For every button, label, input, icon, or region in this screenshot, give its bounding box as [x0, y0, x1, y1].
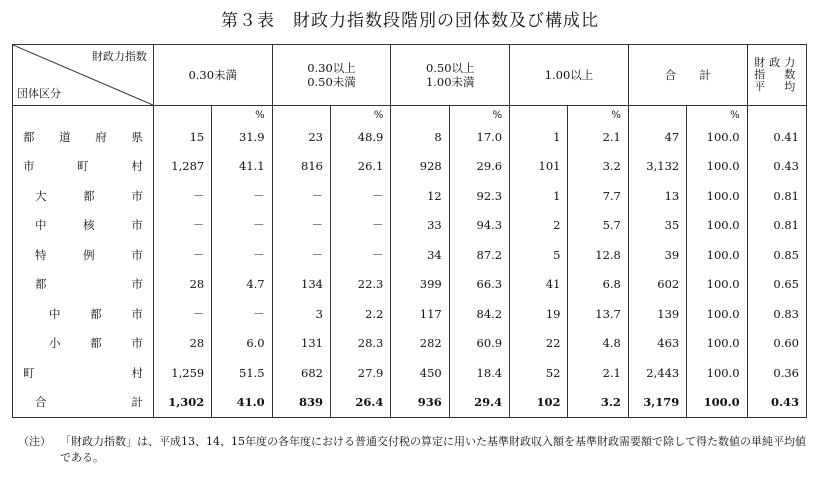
row-label: 合 計 [13, 388, 154, 418]
cell-c1: 15 [153, 122, 211, 152]
table-row [13, 358, 807, 388]
cell-ct: 35 [628, 211, 686, 241]
row-label: 町 村 [13, 358, 154, 388]
cell-avg: 0.36 [747, 358, 806, 388]
cell-pt: 100.0 [687, 122, 747, 152]
row-label: 特例市 [13, 240, 154, 270]
cell-p4: 4.8 [568, 329, 628, 359]
cell-c3: 8 [391, 122, 449, 152]
unit-row [13, 106, 807, 123]
row-label: 都道府県 [13, 122, 154, 152]
cell-c4: 102 [510, 388, 568, 418]
cell-c3: 117 [391, 299, 449, 329]
group-header-1: 0.30以上 0.50未満 [272, 45, 391, 106]
table-row [13, 299, 807, 329]
row-label: 都 市 [13, 270, 154, 300]
cell-c1: 1,259 [153, 358, 211, 388]
cell-p1: － [212, 181, 272, 211]
cell-p1: 51.5 [212, 358, 272, 388]
cell-ct: 13 [628, 181, 686, 211]
cell-avg: 0.81 [747, 211, 806, 241]
header-row [13, 45, 807, 106]
cell-c3: 34 [391, 240, 449, 270]
cell-c2: 816 [272, 152, 330, 182]
cell-ct: 463 [628, 329, 686, 359]
corner-top-label: 財政力指数 [91, 50, 147, 63]
row-label: 中核市 [13, 211, 154, 241]
cell-pt: 100.0 [687, 329, 747, 359]
group-header-total: 合 計 [628, 45, 747, 106]
cell-c1: － [153, 181, 211, 211]
table-row [13, 211, 807, 241]
cell-p1: 31.9 [212, 122, 272, 152]
cell-pt: 100.0 [687, 211, 747, 241]
cell-p4: 13.7 [568, 299, 628, 329]
cell-c1: 28 [153, 270, 211, 300]
cell-c4: 1 [510, 181, 568, 211]
cell-c2: － [272, 181, 330, 211]
cell-p3: 17.0 [449, 122, 509, 152]
cell-p3: 87.2 [449, 240, 509, 270]
cell-c1: － [153, 240, 211, 270]
cell-p1: － [212, 211, 272, 241]
table-row [13, 329, 807, 359]
cell-p4: 12.8 [568, 240, 628, 270]
cell-p4: 2.1 [568, 358, 628, 388]
pct-unit: % [687, 106, 747, 123]
cell-ct: 39 [628, 240, 686, 270]
cell-c2: － [272, 211, 330, 241]
cell-p2: 48.9 [330, 122, 390, 152]
cell-pt: 100.0 [687, 240, 747, 270]
cell-p1: 4.7 [212, 270, 272, 300]
cell-avg: 0.85 [747, 240, 806, 270]
cell-c4: 41 [510, 270, 568, 300]
cell-p3: 60.9 [449, 329, 509, 359]
table-row [13, 240, 807, 270]
cell-p4: 3.2 [568, 152, 628, 182]
cell-pt: 100.0 [687, 270, 747, 300]
avg-header: 財政力 指 数 平 均 [747, 45, 806, 106]
cell-c2: 839 [272, 388, 330, 418]
cell-ct: 2,443 [628, 358, 686, 388]
cell-p2: 28.3 [330, 329, 390, 359]
cell-avg: 0.83 [747, 299, 806, 329]
cell-c1: － [153, 299, 211, 329]
cell-p3: 29.6 [449, 152, 509, 182]
cell-c4: 22 [510, 329, 568, 359]
table-row [13, 388, 807, 418]
cell-c4: 52 [510, 358, 568, 388]
cell-p2: 26.4 [330, 388, 390, 418]
cell-pt: 100.0 [687, 181, 747, 211]
cell-p3: 94.3 [449, 211, 509, 241]
cell-c2: 134 [272, 270, 330, 300]
cell-c3: 12 [391, 181, 449, 211]
cell-c4: 19 [510, 299, 568, 329]
cell-c1: 1,287 [153, 152, 211, 182]
cell-c1: － [153, 211, 211, 241]
cell-avg: 0.65 [747, 270, 806, 300]
cell-c2: － [272, 240, 330, 270]
financial-index-table [12, 44, 807, 418]
cell-p2: 22.3 [330, 270, 390, 300]
cell-p3: 29.4 [449, 388, 509, 418]
cell-p4: 3.2 [568, 388, 628, 418]
cell-c1: 1,302 [153, 388, 211, 418]
cell-c3: 936 [391, 388, 449, 418]
cell-p1: 41.1 [212, 152, 272, 182]
cell-c3: 33 [391, 211, 449, 241]
cell-c4: 1 [510, 122, 568, 152]
table-row [13, 152, 807, 182]
cell-c4: 5 [510, 240, 568, 270]
footnote [18, 434, 808, 466]
cell-avg: 0.43 [747, 388, 806, 418]
cell-p1: 41.0 [212, 388, 272, 418]
cell-avg: 0.60 [747, 329, 806, 359]
cell-avg: 0.81 [747, 181, 806, 211]
cell-ct: 3,132 [628, 152, 686, 182]
cell-ct: 602 [628, 270, 686, 300]
cell-p3: 92.3 [449, 181, 509, 211]
cell-avg: 0.43 [747, 152, 806, 182]
cell-p3: 84.2 [449, 299, 509, 329]
cell-c4: 101 [510, 152, 568, 182]
row-label: 大都市 [13, 181, 154, 211]
footnote-mark: （注） [18, 435, 51, 448]
cell-p2: － [330, 240, 390, 270]
cell-c2: 3 [272, 299, 330, 329]
cell-c1: 28 [153, 329, 211, 359]
group-header-2: 0.50以上 1.00未満 [391, 45, 510, 106]
row-label: 中都市 [13, 299, 154, 329]
cell-c3: 399 [391, 270, 449, 300]
cell-p4: 2.1 [568, 122, 628, 152]
cell-p1: － [212, 240, 272, 270]
cell-p3: 18.4 [449, 358, 509, 388]
cell-p2: 26.1 [330, 152, 390, 182]
cell-pt: 100.0 [687, 388, 747, 418]
cell-pt: 100.0 [687, 152, 747, 182]
cell-p2: － [330, 181, 390, 211]
cell-c4: 2 [510, 211, 568, 241]
cell-p2: － [330, 211, 390, 241]
cell-c2: 23 [272, 122, 330, 152]
pct-unit: % [568, 106, 628, 123]
table-row [13, 181, 807, 211]
cell-p2: 27.9 [330, 358, 390, 388]
row-label: 市町村 [13, 152, 154, 182]
pct-unit: % [330, 106, 390, 123]
cell-c2: 131 [272, 329, 330, 359]
footnote-text: 「財政力指数」は、平成13、14、15年度の各年度における普通交付税の算定に用いた基準財政収入額を基準財政需要額で除して得た数値の単純平均値である。 [60, 435, 806, 464]
cell-p1: 6.0 [212, 329, 272, 359]
row-label: 小都市 [13, 329, 154, 359]
cell-p3: 66.3 [449, 270, 509, 300]
page-title: 第３表 財政力指数段階別の団体数及び構成比 [221, 11, 599, 31]
cell-c3: 928 [391, 152, 449, 182]
cell-c2: 682 [272, 358, 330, 388]
cell-avg: 0.41 [747, 122, 806, 152]
cell-ct: 47 [628, 122, 686, 152]
table-row [13, 122, 807, 152]
cell-c3: 282 [391, 329, 449, 359]
cell-ct: 139 [628, 299, 686, 329]
pct-unit: % [449, 106, 509, 123]
cell-p4: 6.8 [568, 270, 628, 300]
cell-c3: 450 [391, 358, 449, 388]
pct-unit: % [212, 106, 272, 123]
cell-p4: 7.7 [568, 181, 628, 211]
group-header-0: 0.30未満 [153, 45, 272, 106]
cell-ct: 3,179 [628, 388, 686, 418]
cell-pt: 100.0 [687, 299, 747, 329]
cell-pt: 100.0 [687, 358, 747, 388]
corner-bottom-label: 団体区分 [17, 87, 61, 100]
cell-p4: 5.7 [568, 211, 628, 241]
table-row [13, 270, 807, 300]
corner-header-cell [13, 45, 154, 106]
cell-p1: － [212, 299, 272, 329]
cell-p2: 2.2 [330, 299, 390, 329]
group-header-3: 1.00以上 [510, 45, 629, 106]
